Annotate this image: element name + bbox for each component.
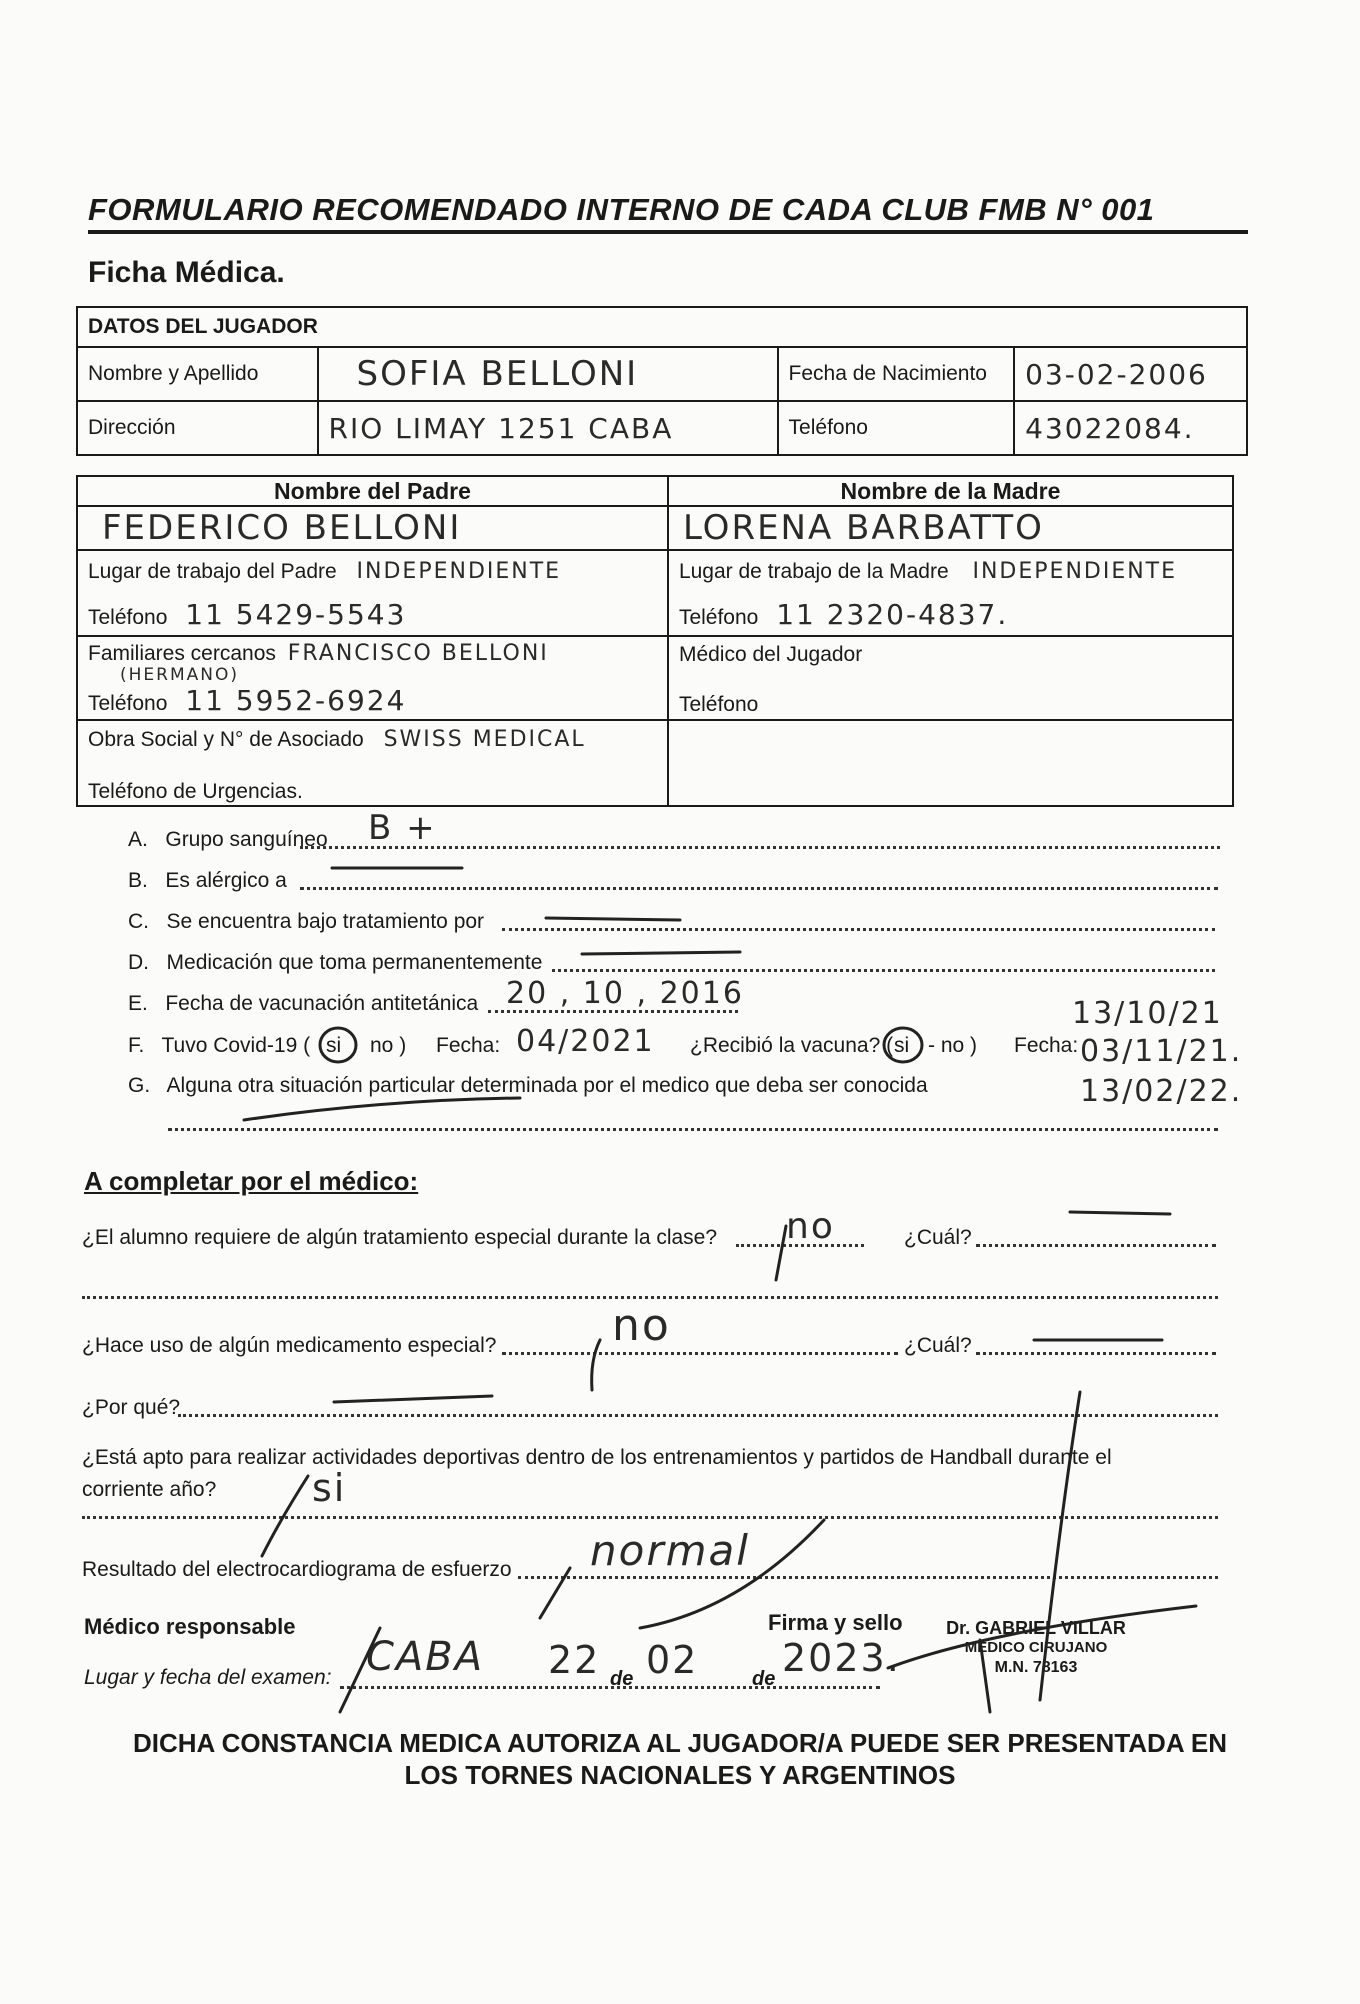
stamp-line-3: M.N. 78163	[994, 1659, 1078, 1676]
father-phone-label: Teléfono	[88, 606, 168, 629]
q2-stroke	[592, 1340, 600, 1390]
mother-work-label: Lugar de trabajo de la Madre	[678, 560, 949, 583]
signature-label: Firma y sello	[768, 1610, 903, 1635]
stamp-line-1: Dr. GABRIEL VILLAR	[946, 1618, 1126, 1638]
dob-label: Fecha de Nacimiento	[778, 347, 1015, 401]
item-a-label: Grupo sanguíneo	[165, 828, 328, 851]
insurance-label: Obra Social y N° de Asociado	[88, 728, 364, 751]
q2-answer: no	[612, 1300, 671, 1351]
mother-phone-label: Teléfono	[678, 606, 759, 629]
q4-answer: si	[312, 1466, 347, 1510]
phone-label: Teléfono	[778, 401, 1015, 455]
name-label: Nombre y Apellido	[77, 347, 318, 401]
de-1: de	[610, 1668, 634, 1690]
place-label: Lugar y fecha del examen:	[84, 1666, 332, 1689]
stamp-line-2: MEDICO CIRUJANO	[964, 1639, 1108, 1656]
q1-cual-dash	[1070, 1212, 1170, 1214]
item-a-letter: A.	[128, 828, 148, 851]
doctor-label: Médico del Jugador	[678, 643, 863, 666]
item-b-label: Es alérgico a	[165, 869, 287, 892]
form-subtitle: Ficha Médica.	[88, 256, 285, 289]
place-stroke	[340, 1628, 380, 1712]
footer-line-2: LOS TORNES NACIONALES Y ARGENTINOS	[404, 1760, 956, 1790]
player-section-heading: DATOS DEL JUGADOR	[77, 307, 1247, 347]
q5-slash	[540, 1568, 570, 1618]
dob-value: 03-02-2006	[1014, 347, 1247, 401]
q4-label-line2: corriente año?	[82, 1478, 217, 1501]
item-f-label: Tuvo Covid-19 (	[161, 1034, 311, 1057]
item-d-dash	[582, 952, 740, 954]
item-g-letter: G.	[128, 1074, 151, 1097]
vaccine-dose-2: 03/11/21.	[1080, 1034, 1243, 1069]
item-b-letter: B.	[128, 869, 148, 892]
doctor-phone-label: Teléfono	[678, 693, 759, 716]
vaccine-fecha-label: Fecha:	[1014, 1034, 1079, 1057]
phone-value: 43022084.	[1014, 401, 1247, 455]
relatives-value: FRANCISCO BELLONI	[287, 641, 549, 666]
item-e-letter: E.	[128, 992, 148, 1015]
father-work-label: Lugar de trabajo del Padre	[88, 560, 337, 583]
q5-label: Resultado del electrocardiograma de esfuerzo	[82, 1558, 512, 1581]
item-g-underline	[244, 1098, 520, 1120]
item-e-value: 20 , 10 , 2016	[506, 976, 744, 1011]
father-header: Nombre del Padre	[77, 476, 668, 506]
covid-fecha-value: 04/2021	[516, 1024, 655, 1059]
q1-cual: ¿Cuál?	[904, 1226, 972, 1249]
q1-label: ¿El alumno requiere de algún tratamiento especial durante la clase?	[82, 1226, 718, 1249]
item-c-label: Se encuentra bajo tratamiento por	[166, 910, 485, 933]
covid-no: no )	[370, 1034, 407, 1057]
de-2: de	[752, 1668, 776, 1690]
address-value: RIO LIMAY 1251 CABA	[318, 401, 778, 455]
q2-label: ¿Hace uso de algún medicamento especial?	[82, 1334, 497, 1357]
footer-line-1: DICHA CONSTANCIA MEDICA AUTORIZA AL JUGADOR/A PUEDE SER PRESENTADA EN	[133, 1728, 1227, 1758]
vaccine-dose-3: 13/02/22.	[1080, 1074, 1243, 1109]
relatives-phone-label: Teléfono	[88, 692, 168, 715]
doctor-section-heading: A completar por el médico:	[84, 1166, 419, 1196]
signature-tail	[980, 1640, 990, 1712]
item-c-letter: C.	[128, 910, 149, 933]
item-d-letter: D.	[128, 951, 149, 974]
q4-stroke	[262, 1476, 308, 1556]
item-e-label: Fecha de vacunación antitetánica	[165, 992, 479, 1015]
q5-answer: normal	[590, 1526, 750, 1575]
vaccine-label: ¿Recibió la vacuna? (	[690, 1034, 894, 1057]
father-name: FEDERICO BELLONI	[77, 506, 668, 550]
signature-main	[1040, 1392, 1080, 1700]
item-d-label: Medicación que toma permanentemente	[166, 951, 543, 974]
q3-label: ¿Por qué?	[82, 1396, 181, 1419]
covid-si: si	[326, 1034, 342, 1057]
relatives-label: Familiares cercanos	[88, 642, 276, 665]
item-c-dash	[546, 918, 680, 920]
form-title: FORMULARIO RECOMENDADO INTERNO DE CADA CLUB FMB N° 001	[88, 192, 1155, 227]
exam-month: 02	[646, 1638, 699, 1682]
mother-name: LORENA BARBATTO	[668, 506, 1233, 550]
father-work-value: INDEPENDIENTE	[356, 559, 562, 584]
mother-header: Nombre de la Madre	[668, 476, 1233, 506]
exam-day: 22	[548, 1638, 601, 1682]
q1-stroke	[776, 1226, 786, 1280]
vaccine-si-circle	[884, 1028, 922, 1062]
item-a-value: B +	[368, 808, 437, 848]
q1-answer: no	[786, 1206, 835, 1247]
q3-dash	[334, 1396, 492, 1402]
signature-sweep	[888, 1606, 1196, 1668]
q2-cual: ¿Cuál?	[904, 1334, 972, 1357]
father-phone: 11 5429-5543	[185, 598, 407, 631]
covid-si-circle	[320, 1028, 356, 1062]
place-value: CABA	[366, 1634, 485, 1680]
vaccine-dose-1: 13/10/21	[1072, 996, 1223, 1031]
name-value: SOFIA BELLONI	[318, 347, 778, 401]
vaccine-si: si	[894, 1034, 910, 1057]
covid-fecha-label: Fecha:	[436, 1034, 501, 1057]
mother-work-value: INDEPENDIENTE	[972, 559, 1178, 584]
emergency-label: Teléfono de Urgencias.	[88, 780, 303, 803]
q4-label-line1: ¿Está apto para realizar actividades deportivas dentro de los entrenamientos y partidos de Handball durante el	[82, 1446, 1112, 1469]
vaccine-no: - no )	[928, 1034, 978, 1057]
relatives-note: (HERMANO)	[120, 665, 239, 685]
item-g-label: Alguna otra situación particular determinada por el medico que deba ser conocida	[166, 1074, 928, 1097]
exam-year: 2023.	[782, 1636, 901, 1680]
mother-phone: 11 2320-4837.	[776, 598, 1009, 631]
responsible-label: Médico responsable	[84, 1614, 296, 1639]
insurance-value: SWISS MEDICAL	[383, 727, 586, 752]
relatives-phone: 11 5952-6924	[185, 684, 407, 717]
address-label: Dirección	[77, 401, 318, 455]
q5-stroke	[640, 1520, 824, 1628]
item-f-letter: F.	[128, 1034, 145, 1057]
